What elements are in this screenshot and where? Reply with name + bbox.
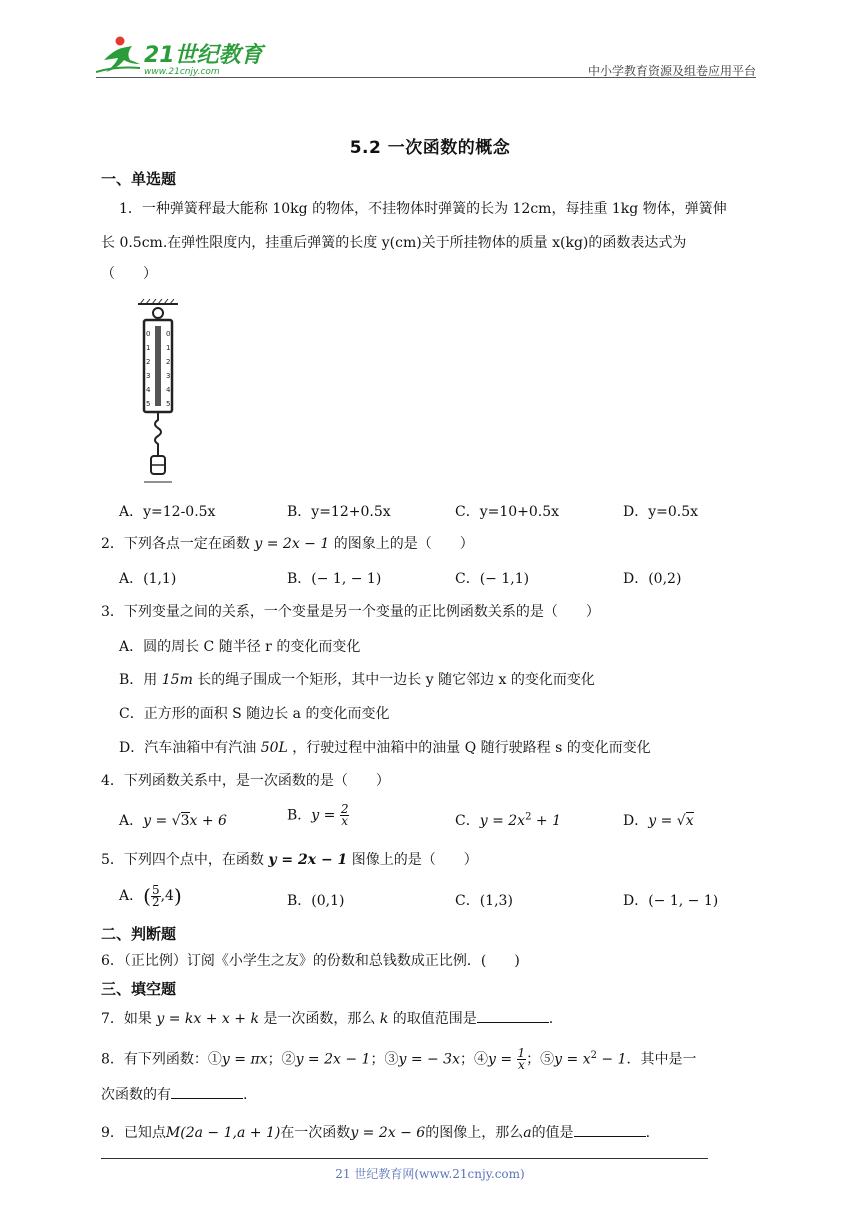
question-4-option-a[interactable] bbox=[119, 810, 227, 830]
question-7-pre: 7．如果 bbox=[101, 1011, 152, 1027]
question-3-stem: 3．下列变量之间的关系，一个变量是另一个变量的正比例函数关系的是（ ） bbox=[101, 604, 600, 620]
question-3-option-b-math: 15m bbox=[161, 672, 193, 688]
fraction-numerator: 5 bbox=[151, 882, 160, 897]
question-5-option-a-label: A． bbox=[119, 888, 144, 904]
question-9-variable: a bbox=[523, 1125, 532, 1141]
footer-text[interactable]: 21 世纪教育网(www.21cnjy.com) bbox=[335, 1167, 525, 1181]
question-4-option-c-expr: y = 2x bbox=[479, 813, 526, 829]
question-5-post: 图像上的是（ ） bbox=[351, 852, 478, 868]
sqrt-symbol-icon: √ bbox=[171, 813, 181, 829]
question-8-func-4-fraction bbox=[517, 1048, 527, 1071]
question-2-option-b[interactable]: B．(− 1, − 1) bbox=[287, 571, 382, 587]
question-3-option-b[interactable] bbox=[119, 669, 595, 689]
site-logo bbox=[96, 34, 266, 78]
question-9-mid: 在一次函数 bbox=[280, 1125, 351, 1141]
fraction-denominator: x bbox=[341, 814, 349, 828]
svg-text:5: 5 bbox=[166, 400, 171, 408]
svg-text:1: 1 bbox=[166, 344, 171, 352]
question-1-option-b[interactable]: B．y=12+0.5x bbox=[287, 504, 391, 520]
fraction-denominator: 2 bbox=[151, 894, 160, 909]
question-5-option-d[interactable]: D．(− 1, − 1) bbox=[623, 893, 719, 909]
question-3-option-d-pre: D．汽车油箱中有汽油 bbox=[119, 740, 257, 756]
question-5-option-a[interactable] bbox=[119, 884, 182, 908]
question-4-option-c-post: + 1 bbox=[531, 813, 561, 829]
question-9-function: y = 2x − 6 bbox=[350, 1125, 426, 1141]
question-2-option-a[interactable]: A．(1,1) bbox=[119, 571, 177, 587]
section-heading-single-choice: 一、单选题 bbox=[101, 170, 177, 188]
question-4-option-c-exponent: 2 bbox=[525, 811, 532, 823]
footer-divider bbox=[101, 1158, 708, 1159]
question-4-option-d[interactable] bbox=[623, 810, 694, 830]
svg-text:1: 1 bbox=[146, 344, 151, 352]
svg-text:3: 3 bbox=[146, 372, 151, 380]
question-4-option-d-radicand: x bbox=[685, 813, 694, 829]
question-8-stem bbox=[101, 1046, 697, 1071]
question-8-func-4: y = bbox=[487, 1051, 517, 1068]
spring-scale-icon bbox=[134, 296, 184, 486]
question-9-answer-blank[interactable] bbox=[574, 1122, 646, 1137]
svg-text:www.21cnjy.com: www.21cnjy.com bbox=[144, 67, 220, 77]
question-4-option-c[interactable] bbox=[455, 810, 561, 830]
question-8-func-5: y = x bbox=[554, 1051, 591, 1068]
svg-text:0: 0 bbox=[146, 330, 151, 338]
question-7-answer-blank[interactable] bbox=[477, 1008, 549, 1023]
question-8-answer-blank[interactable] bbox=[171, 1084, 243, 1099]
question-4-option-b-pre: y = bbox=[311, 807, 340, 824]
question-2-option-d[interactable]: D．(0,2) bbox=[623, 571, 682, 587]
question-1-stem bbox=[119, 195, 759, 223]
question-8-pre: 8．有下列函数：① bbox=[101, 1051, 222, 1068]
question-4-option-b-label: B． bbox=[287, 807, 312, 824]
question-7-function: y = kx + x + k bbox=[156, 1011, 259, 1027]
question-9-pre: 9．已知点 bbox=[101, 1125, 166, 1141]
svg-text:3: 3 bbox=[166, 372, 171, 380]
question-8-func-3: y = − 3x bbox=[398, 1051, 460, 1068]
question-3-option-b-post: 长的绳子围成一个矩形，其中一边长 y 随它邻边 x 的变化而变化 bbox=[197, 672, 595, 688]
fraction-numerator: 2 bbox=[340, 802, 349, 816]
question-5-option-a-post: ,4 bbox=[160, 888, 174, 904]
question-5-pre: 5．下列四个点中，在函数 bbox=[101, 852, 264, 868]
section-heading-true-false: 二、判断题 bbox=[101, 925, 177, 943]
question-7-mid: 是一次函数，那么 bbox=[263, 1011, 376, 1027]
sqrt-symbol-icon: √ bbox=[676, 813, 686, 829]
question-9-end: . bbox=[645, 1125, 651, 1141]
question-4-option-a-pre: y = bbox=[143, 813, 172, 829]
question-9-mid-2: 的图像上，那么 bbox=[425, 1125, 524, 1141]
question-3-option-d[interactable] bbox=[119, 737, 651, 757]
question-1-line-1: 1．一种弹簧秤最大能称 10kg 的物体，不挂物体时弹簧的长为 12cm，每挂重 1kg 物体，弹簧伸 bbox=[119, 201, 727, 217]
page-title: 5.2 一次函数的概念 bbox=[349, 138, 511, 158]
question-6-stem: 6．（正比例）订阅《小学生之友》的份数和总钱数成正比例．( ) bbox=[101, 953, 520, 969]
question-3-option-c[interactable]: C．正方形的面积 S 随边长 a 的变化而变化 bbox=[119, 706, 390, 722]
right-paren-icon: ) bbox=[173, 884, 182, 908]
question-4-option-b-fraction bbox=[340, 804, 350, 827]
question-8-sep-4: ；⑤ bbox=[526, 1051, 555, 1068]
question-1-option-c[interactable]: C．y=10+0.5x bbox=[455, 504, 560, 520]
svg-text:5: 5 bbox=[146, 400, 151, 408]
question-4-option-a-post: x + 6 bbox=[189, 813, 227, 829]
question-8-end: . bbox=[243, 1087, 248, 1103]
question-2-option-c[interactable]: C．(− 1,1) bbox=[455, 571, 530, 587]
question-5-option-a-fraction bbox=[151, 882, 161, 909]
logo-runner-icon bbox=[96, 34, 266, 78]
question-4-option-d-label: D． bbox=[623, 813, 649, 829]
question-1-option-a[interactable]: A．y=12-0.5x bbox=[119, 504, 216, 520]
question-7-end: . bbox=[548, 1011, 554, 1027]
question-2-stem bbox=[101, 534, 474, 554]
question-5-option-b[interactable]: B．(0,1) bbox=[287, 893, 345, 909]
question-1-bracket: （ ） bbox=[101, 266, 157, 282]
question-3-option-a[interactable]: A．圆的周长 C 随半径 r 的变化而变化 bbox=[119, 639, 361, 655]
question-8-sep-1: ；② bbox=[267, 1051, 296, 1068]
left-paren-icon: ( bbox=[143, 884, 151, 908]
question-5-stem bbox=[101, 850, 478, 870]
question-2-pre: 2．下列各点一定在函数 bbox=[101, 536, 250, 552]
question-4-option-b[interactable] bbox=[287, 804, 349, 827]
fraction-denominator: x bbox=[517, 1058, 525, 1073]
question-8-sep-3: ；④ bbox=[459, 1051, 488, 1068]
question-1-stem-cont bbox=[101, 229, 761, 257]
question-3-option-d-post: ，行驶过程中油箱中的油量 Q 随行驶路程 s 的变化而变化 bbox=[292, 740, 651, 756]
question-9-post: 的值是 bbox=[531, 1125, 574, 1141]
question-8-stem-cont bbox=[101, 1084, 247, 1105]
question-8-func-5-post: − 1 bbox=[596, 1051, 627, 1068]
question-9-point: M(2a − 1,a + 1) bbox=[165, 1125, 281, 1141]
question-7-variable: k bbox=[379, 1011, 389, 1027]
svg-text:2: 2 bbox=[146, 358, 151, 366]
svg-text:2: 2 bbox=[166, 358, 171, 366]
svg-text:21世纪教育: 21世纪教育 bbox=[144, 43, 263, 68]
question-8-func-1: y = πx bbox=[221, 1051, 268, 1068]
question-8-line-2: 次函数的有 bbox=[101, 1087, 171, 1103]
question-8-func-2: y = 2x − 1 bbox=[295, 1051, 371, 1068]
svg-text:4: 4 bbox=[166, 386, 171, 394]
site-name: 中小学教育资源及组卷应用平台 bbox=[587, 64, 756, 78]
svg-text:0: 0 bbox=[166, 330, 171, 338]
question-3-option-d-math: 50L bbox=[260, 740, 288, 756]
question-1-line-2: 长 0.5cm.在弹性限度内，挂重后弹簧的长度 y(cm)关于所挂物体的质量 x(kg)的函数表达式为 bbox=[101, 235, 687, 251]
question-5-function: y = 2x − 1 bbox=[268, 852, 348, 868]
question-2-post: 的图象上的是（ ） bbox=[333, 536, 474, 552]
question-9-stem bbox=[101, 1122, 650, 1143]
svg-text:4: 4 bbox=[146, 386, 151, 394]
question-1-option-d[interactable]: D．y=0.5x bbox=[623, 504, 699, 520]
question-7-post: 的取值范围是 bbox=[392, 1011, 477, 1027]
question-8-sep-5: ．其中是一 bbox=[626, 1051, 697, 1068]
question-4-option-d-pre: y = bbox=[648, 813, 677, 829]
question-4-option-c-label: C． bbox=[455, 813, 480, 829]
question-4-option-a-radicand: 3 bbox=[180, 813, 190, 829]
header-divider bbox=[96, 77, 756, 78]
fraction-numerator: 1 bbox=[517, 1046, 526, 1061]
question-4-option-a-label: A． bbox=[119, 813, 144, 829]
question-7-stem bbox=[101, 1008, 553, 1029]
question-5-option-c[interactable]: C．(1,3) bbox=[455, 893, 513, 909]
question-3-option-b-pre: B．用 bbox=[119, 672, 158, 688]
spring-scale-figure bbox=[134, 296, 184, 486]
question-4-stem: 4．下列函数关系中，是一次函数的是（ ） bbox=[101, 773, 390, 789]
question-2-function: y = 2x − 1 bbox=[254, 536, 330, 552]
section-heading-fill-blank: 三、填空题 bbox=[101, 980, 177, 998]
question-8-func-5-exponent: 2 bbox=[590, 1050, 597, 1061]
question-8-sep-2: ；③ bbox=[370, 1051, 399, 1068]
